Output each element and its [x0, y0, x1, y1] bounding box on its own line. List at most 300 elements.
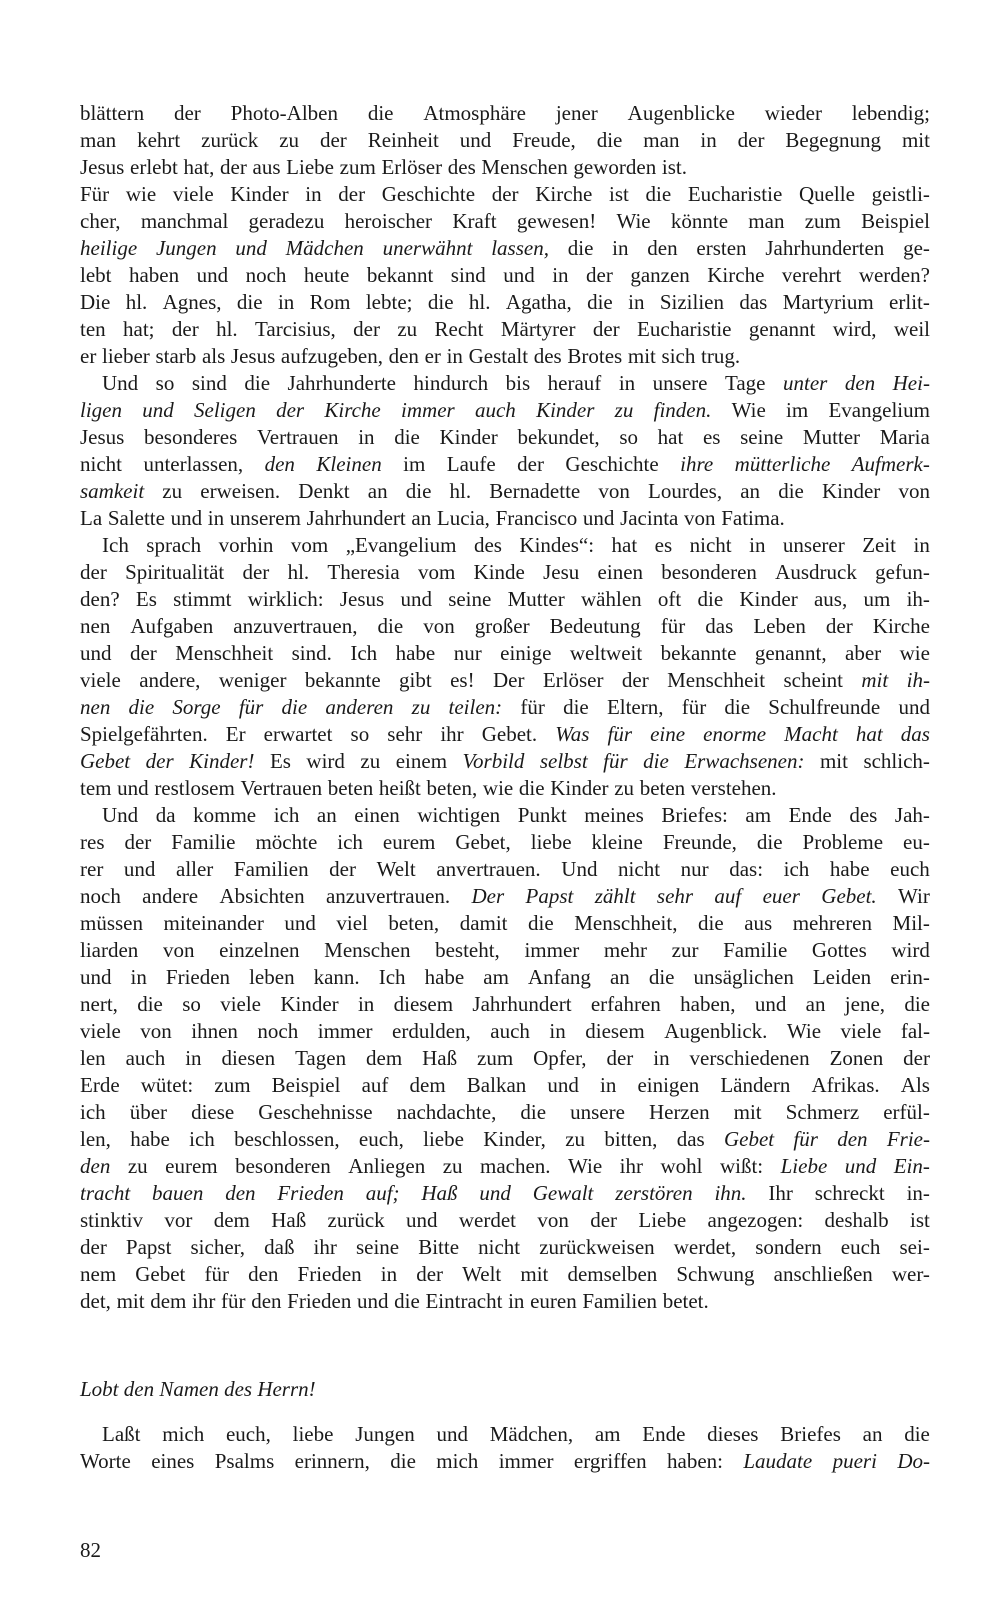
word: „Evangelium — [345, 533, 457, 557]
word: und — [117, 776, 149, 800]
word: Menschheit — [175, 641, 274, 665]
word: und — [80, 641, 112, 665]
word: ist — [910, 1208, 930, 1232]
word: Geschichte — [381, 182, 476, 206]
word: geistli- — [871, 182, 930, 206]
word: Jahrhunderte — [287, 371, 396, 395]
word: in — [508, 1289, 525, 1313]
italic-word: Frieden — [277, 1181, 344, 1205]
word: diese — [191, 1100, 235, 1124]
word: den — [647, 236, 678, 260]
word: Kinder — [230, 182, 289, 206]
word: Anliegen — [348, 1154, 426, 1178]
text-line — [80, 937, 930, 964]
word: unserer — [782, 533, 845, 557]
word: müssen — [80, 911, 143, 935]
text-line — [80, 235, 930, 262]
italic-word: finden. — [653, 398, 712, 422]
word: Mutter — [507, 587, 565, 611]
word: Ende — [642, 1422, 686, 1446]
word: der — [319, 128, 347, 152]
word: Vertrauen — [240, 776, 323, 800]
word: und — [123, 857, 156, 881]
word: vor — [164, 1208, 193, 1232]
word: die — [394, 1289, 420, 1313]
word: die — [520, 1100, 547, 1124]
word: man — [748, 209, 785, 233]
word: verstehen. — [690, 776, 777, 800]
word: in — [749, 533, 766, 557]
word: wütet: — [140, 1073, 194, 1097]
italic-word: auch — [474, 398, 516, 422]
word: Zonen — [829, 1046, 884, 1070]
text-line — [80, 991, 930, 1018]
word: Menschheit, — [574, 911, 678, 935]
word: in — [446, 344, 463, 368]
text-line — [80, 667, 930, 694]
word: möchte — [255, 830, 318, 854]
italic-word: ihn. — [714, 1181, 747, 1205]
word: die — [244, 371, 271, 395]
word: aus — [252, 155, 281, 179]
word: Und — [102, 371, 139, 395]
word: der — [129, 641, 157, 665]
word: zurück — [201, 128, 259, 152]
italic-word: und — [142, 398, 174, 422]
word: hat — [611, 533, 638, 557]
text-line — [80, 127, 930, 154]
word: sprach — [146, 533, 202, 557]
italic-word: und — [844, 1154, 877, 1178]
word: mit — [819, 749, 848, 773]
word: wie — [899, 641, 930, 665]
word: habe — [424, 965, 465, 989]
text-line — [80, 316, 930, 343]
word: der — [80, 560, 107, 584]
word: Tage — [724, 371, 766, 395]
italic-word: immer — [401, 398, 455, 422]
word: jener — [555, 101, 598, 125]
italic-word: anderen — [325, 695, 394, 719]
word: Es — [135, 587, 157, 611]
word: Wie — [616, 209, 651, 233]
word: ihr — [313, 1235, 337, 1259]
word: Schmerz — [785, 1100, 860, 1124]
word: Agatha, — [505, 290, 572, 314]
word: liebe — [530, 830, 572, 854]
word: und — [170, 506, 203, 530]
italic-word: Papst — [525, 884, 574, 908]
word: Haß — [271, 1208, 307, 1232]
word: Kinder — [550, 776, 609, 800]
text-line — [80, 154, 930, 181]
word: Der — [492, 668, 525, 692]
word: andere — [142, 884, 199, 908]
word: leben — [249, 965, 295, 989]
word: Briefes: — [661, 803, 728, 827]
text-line — [80, 775, 930, 802]
word: nur — [680, 857, 709, 881]
word: mehreren — [792, 911, 873, 935]
italic-word: Laudate — [743, 1449, 813, 1473]
text-line — [80, 694, 930, 721]
word: mit — [901, 128, 930, 152]
italic-word: für — [238, 695, 264, 719]
word: deshalb — [824, 1208, 889, 1232]
word: eurem — [165, 1154, 218, 1178]
text-line — [80, 343, 930, 370]
italic-word: ih- — [906, 668, 930, 692]
word: Recht — [434, 317, 484, 341]
word: Wir — [898, 884, 930, 908]
word: zur — [671, 938, 699, 962]
word: in — [552, 263, 569, 287]
word: viele — [172, 182, 214, 206]
word: in — [305, 182, 322, 206]
word: zum — [214, 1073, 251, 1097]
word: ergriffen — [573, 1449, 647, 1473]
word: Er — [225, 722, 246, 746]
word: des — [473, 533, 502, 557]
word: euch, — [358, 1127, 404, 1151]
word: La — [80, 506, 103, 530]
word: Tagen — [295, 1046, 347, 1070]
word: Ich — [350, 641, 378, 665]
word: stimmt — [173, 587, 232, 611]
word: werdet, — [673, 1235, 737, 1259]
word: den — [251, 1289, 282, 1313]
word: Kinder — [739, 587, 798, 611]
word: der — [825, 614, 853, 638]
word: hindurch — [413, 371, 489, 395]
word: seine — [355, 1235, 400, 1259]
italic-word: hat — [855, 722, 883, 746]
word: wer- — [891, 1262, 930, 1286]
word: Tarcisius, — [255, 317, 336, 341]
word: Eltern, — [606, 695, 664, 719]
word: viel — [336, 911, 368, 935]
text-line — [80, 532, 930, 559]
text-line — [80, 1018, 930, 1045]
word: Augenblick. — [664, 1019, 768, 1043]
text-line — [80, 1207, 930, 1234]
word: dieses — [707, 1422, 759, 1446]
word: Fatima. — [721, 506, 785, 530]
word: die — [563, 695, 589, 719]
word: noch — [245, 263, 287, 287]
italic-word: Sorge — [172, 695, 221, 719]
word: in — [700, 128, 717, 152]
word: in — [130, 965, 147, 989]
section-text — [80, 1421, 930, 1475]
word: der — [590, 1208, 618, 1232]
word: des — [447, 155, 476, 179]
word: Evangelium — [828, 398, 930, 422]
word: sicher, — [190, 1235, 246, 1259]
word: diesen — [221, 1046, 276, 1070]
word: von — [598, 479, 630, 503]
word: das — [676, 1127, 705, 1151]
word: bekundet, — [517, 425, 600, 449]
word: besonderen — [235, 1154, 331, 1178]
word: cher, — [80, 209, 121, 233]
word: der — [353, 317, 380, 341]
word: eurem — [382, 830, 436, 854]
word: die — [394, 425, 420, 449]
text-line — [80, 1126, 930, 1153]
word: gewesen! — [516, 209, 597, 233]
word: diesem — [585, 1019, 645, 1043]
text-line — [80, 586, 930, 613]
italic-word: Seligen — [194, 398, 256, 422]
word: ihr — [440, 722, 464, 746]
word: Die — [80, 290, 111, 314]
word: die — [405, 479, 432, 503]
italic-word: Kinder! — [189, 749, 255, 773]
word: der — [737, 128, 765, 152]
page-number: 82 — [80, 1538, 101, 1562]
italic-word: die — [128, 695, 155, 719]
word: auch — [490, 1019, 530, 1043]
word: zu — [614, 776, 635, 800]
word: mich — [162, 1422, 205, 1446]
word: Kirche — [707, 263, 765, 287]
word: Theresia — [327, 560, 400, 584]
word: zurück — [327, 1208, 385, 1232]
word: von — [684, 506, 716, 530]
word: und — [898, 695, 930, 719]
word: schlich- — [863, 749, 930, 773]
word: das — [705, 614, 734, 638]
italic-word: Aufmerk- — [851, 452, 930, 476]
word: mehr — [603, 938, 648, 962]
word: so — [350, 722, 370, 746]
word: hl. — [287, 560, 310, 584]
word: vorhin — [218, 533, 274, 557]
word: Jesus — [80, 425, 125, 449]
word: um — [863, 587, 891, 611]
word: Schulfreunde — [768, 695, 881, 719]
word: großer — [474, 614, 530, 638]
word: im — [403, 452, 426, 476]
word: mit — [733, 1100, 762, 1124]
word: starb — [155, 344, 197, 368]
word: scheint — [783, 668, 843, 692]
word: auf — [361, 1073, 389, 1097]
word: habe — [395, 641, 436, 665]
italic-word: auf — [714, 884, 742, 908]
word: der — [491, 182, 519, 206]
word: einem — [395, 749, 448, 773]
word: noch — [257, 1019, 299, 1043]
word: Brotes — [567, 344, 623, 368]
word: Psalms — [214, 1449, 275, 1473]
text-line — [80, 1421, 930, 1448]
text-line — [80, 289, 930, 316]
word: in — [618, 371, 636, 395]
word: Geschehnisse — [258, 1100, 373, 1124]
italic-word: mütterliche — [734, 452, 831, 476]
word: hat; — [123, 317, 155, 341]
word: Erlöser — [381, 155, 443, 179]
word: und — [503, 263, 535, 287]
word: Und — [561, 857, 598, 881]
word: Herzen — [648, 1100, 710, 1124]
word: len, — [80, 1127, 111, 1151]
word: Mil- — [892, 911, 930, 935]
text-line — [80, 451, 930, 478]
word: und — [356, 1289, 389, 1313]
word: der — [338, 182, 366, 206]
word: herauf — [547, 371, 602, 395]
italic-word: euer — [762, 884, 800, 908]
italic-word: Was — [555, 722, 590, 746]
word: Frieden — [287, 1289, 352, 1313]
word: mit — [627, 344, 656, 368]
word: mich — [436, 1449, 479, 1473]
text-line — [80, 1099, 930, 1126]
word: Kindes“: — [519, 533, 595, 557]
text-line — [80, 1153, 930, 1180]
word: fal- — [900, 1019, 930, 1043]
word: und — [582, 506, 615, 530]
word: nicht — [618, 857, 661, 881]
word: sondern — [755, 1235, 822, 1259]
word: Menschen — [324, 938, 411, 962]
word: Quelle — [798, 182, 855, 206]
word: bekannte — [660, 641, 737, 665]
word: gefun- — [875, 560, 930, 584]
italic-word: ihre — [680, 452, 714, 476]
word: in — [628, 290, 645, 314]
word: len — [80, 1046, 106, 1070]
word: vom — [417, 560, 456, 584]
italic-word: Jungen — [155, 236, 217, 260]
word: in — [549, 1019, 566, 1043]
word: zurückweisen — [539, 1235, 655, 1259]
word: nem — [80, 1262, 117, 1286]
word: zum — [339, 155, 376, 179]
word: Begegnung — [785, 128, 882, 152]
italic-word: den — [844, 371, 876, 395]
word: der — [242, 560, 270, 584]
word: in — [277, 290, 295, 314]
word: die — [645, 182, 672, 206]
word: heißt — [378, 776, 421, 800]
word: es! — [450, 668, 475, 692]
word: sind — [191, 371, 227, 395]
word: nen — [80, 614, 111, 638]
word: Gottes — [811, 938, 867, 962]
word: wird, — [832, 317, 877, 341]
word: einigen — [637, 1073, 700, 1097]
word: Für — [80, 182, 110, 206]
word: von — [140, 1019, 172, 1043]
word: in — [358, 425, 375, 449]
text-line — [80, 1072, 930, 1099]
word: nur — [453, 641, 482, 665]
word: für — [204, 1262, 229, 1286]
word: die — [724, 695, 751, 719]
text-line — [80, 559, 930, 586]
word: Lourdes, — [648, 479, 723, 503]
word: Martyrium — [782, 290, 874, 314]
word: Atmosphäre — [423, 101, 526, 125]
word: Wie — [786, 1019, 822, 1043]
word: genannt, — [754, 641, 827, 665]
text-line — [80, 640, 930, 667]
word: mit — [116, 1289, 145, 1313]
italic-word: den — [837, 1127, 868, 1151]
word: und — [400, 587, 432, 611]
word: liarden — [80, 938, 139, 962]
word: so — [619, 425, 639, 449]
word: hat — [657, 425, 684, 449]
word: erlit- — [889, 290, 930, 314]
word: an — [316, 803, 337, 827]
word: Wie — [731, 398, 766, 422]
italic-word: die — [281, 695, 308, 719]
word: Eucharistie — [687, 182, 783, 206]
word: wichtigen — [417, 803, 501, 827]
italic-word: das — [900, 722, 930, 746]
word: Es — [269, 749, 291, 773]
word: zu — [162, 479, 183, 503]
italic-word: unter — [782, 371, 828, 395]
word: aus — [744, 911, 773, 935]
word: heroischer — [344, 209, 433, 233]
word: die — [778, 479, 804, 503]
word: in — [207, 506, 225, 530]
italic-word: Frie- — [886, 1127, 930, 1151]
word: machen. — [480, 1154, 551, 1178]
word: die — [756, 830, 783, 854]
word: der — [173, 101, 201, 125]
word: die — [904, 992, 930, 1016]
word: Ihr — [768, 1181, 793, 1205]
word: erdulden, — [392, 1019, 471, 1043]
word: in — [612, 236, 629, 260]
text-line — [80, 748, 930, 775]
word: haben, — [680, 992, 736, 1016]
word: ich — [337, 830, 363, 854]
word: und — [196, 263, 229, 287]
word: Jah- — [894, 803, 930, 827]
word: Kinde — [473, 560, 525, 584]
word: anzuvertrauen. — [325, 884, 451, 908]
word: erfahren — [590, 992, 661, 1016]
word: ich — [273, 803, 300, 827]
word: wird — [306, 749, 345, 773]
word: Photo-Alben — [230, 101, 338, 125]
word: Kirche — [535, 182, 593, 206]
word: wirklich: — [247, 587, 324, 611]
word: verehrt — [781, 263, 842, 287]
word: Worte — [80, 1449, 131, 1473]
word: von — [898, 479, 930, 503]
text-line — [80, 100, 930, 127]
word: wie — [125, 182, 157, 206]
word: demselben — [567, 1262, 658, 1286]
italic-word: zählt — [594, 884, 636, 908]
word: Maria — [879, 425, 930, 449]
word: dem — [409, 1073, 446, 1097]
italic-word: selbst — [539, 749, 588, 773]
word: immer — [498, 1449, 554, 1473]
italic-word: heilige — [80, 236, 138, 260]
word: zu — [360, 749, 381, 773]
word: rer — [80, 857, 104, 881]
